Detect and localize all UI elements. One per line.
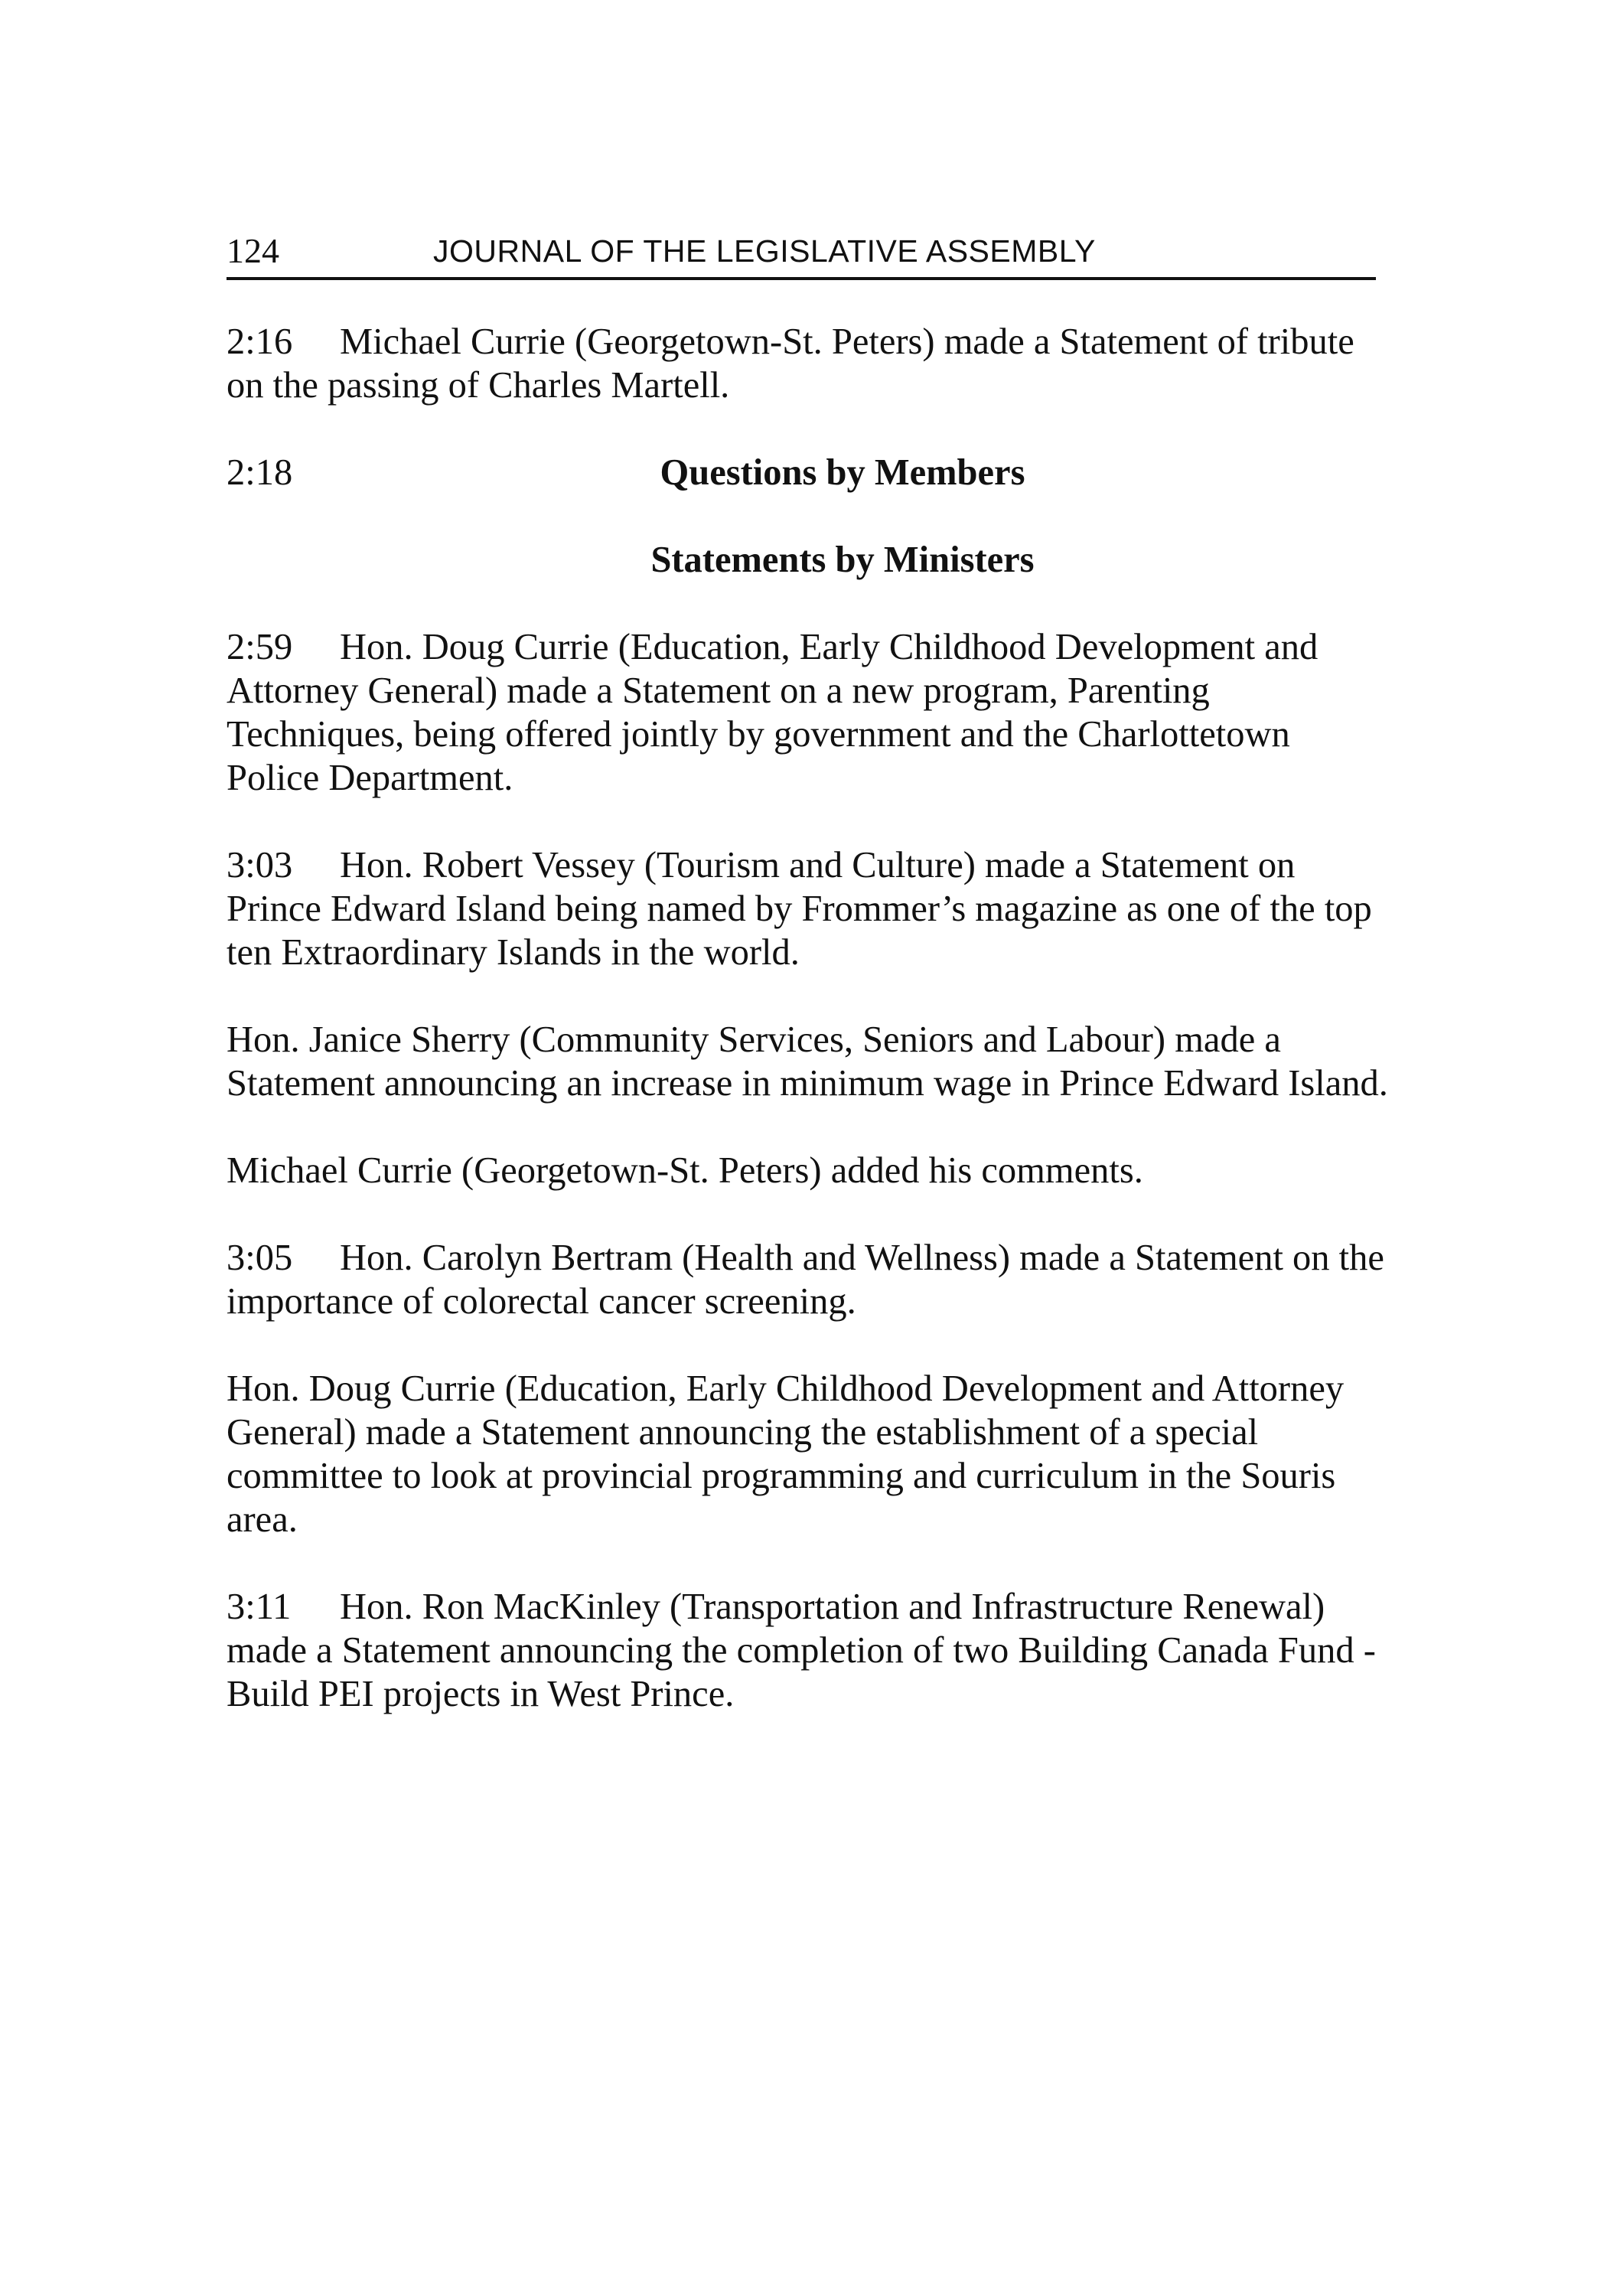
entry-statement: [227, 625, 1390, 800]
entry-time: 3:11: [227, 1587, 292, 1627]
entry-text: Hon. Ron MacKinley (Transportation and Infrastructure Renewal) made a Statement announcing the completion of two Building Canada Fund - Build PEI projects in West Prince.: [227, 1587, 1376, 1714]
entry-statement: [227, 843, 1390, 974]
entry-text: Hon. Doug Currie (Education, Early Childhood Development and Attorney General) made a Statement on a new program, Parenting Techniques, being offered jointly by government and the Charlottetown Police Department.: [227, 627, 1319, 798]
entry-statement: [227, 1236, 1390, 1323]
entry-text: Michael Currie (Georgetown-St. Peters) made a Statement of tribute on the passing of Charles Martell.: [227, 321, 1354, 406]
entry-statement: [227, 1585, 1390, 1716]
entry-text: Michael Currie (Georgetown-St. Peters) added his comments.: [227, 1150, 1143, 1191]
entry-questions-heading: [227, 451, 1390, 494]
journal-body: [227, 320, 1390, 1760]
page-number: 124: [227, 231, 279, 270]
entry-text: Hon. Doug Currie (Education, Early Childhood Development and Attorney General) made a Statement announcing the establishment of a special committee to look at provincial programming and curriculum in the Souris area.: [227, 1368, 1345, 1540]
section-heading: Statements by Ministers: [650, 540, 1035, 580]
entry-time: 3:03: [227, 845, 293, 885]
entry-time: 2:59: [227, 627, 293, 667]
entry-tribute: [227, 320, 1390, 407]
section-heading: Questions by Members: [660, 452, 1025, 493]
entry-time: 2:18: [227, 452, 293, 493]
entry-statement: [227, 1018, 1390, 1105]
page-header: [227, 228, 1376, 280]
entry-statement: [227, 1367, 1390, 1541]
entry-text: Hon. Carolyn Bertram (Health and Wellness) made a Statement on the importance of colorectal cancer screening.: [227, 1238, 1384, 1322]
entry-text: Hon. Robert Vessey (Tourism and Culture) made a Statement on Prince Edward Island being named by Frommer’s magazine as one of the top ten Extraordinary Islands in the world.: [227, 845, 1372, 973]
entry-time: 3:05: [227, 1238, 293, 1278]
entry-comment: [227, 1149, 1390, 1192]
running-head: JOURNAL OF THE LEGISLATIVE ASSEMBLY: [433, 233, 1096, 269]
entry-text: Hon. Janice Sherry (Community Services, Seniors and Labour) made a Statement announcing an increase in minimum wage in Prince Edward Island.: [227, 1019, 1388, 1104]
entry-time: 2:16: [227, 321, 293, 362]
